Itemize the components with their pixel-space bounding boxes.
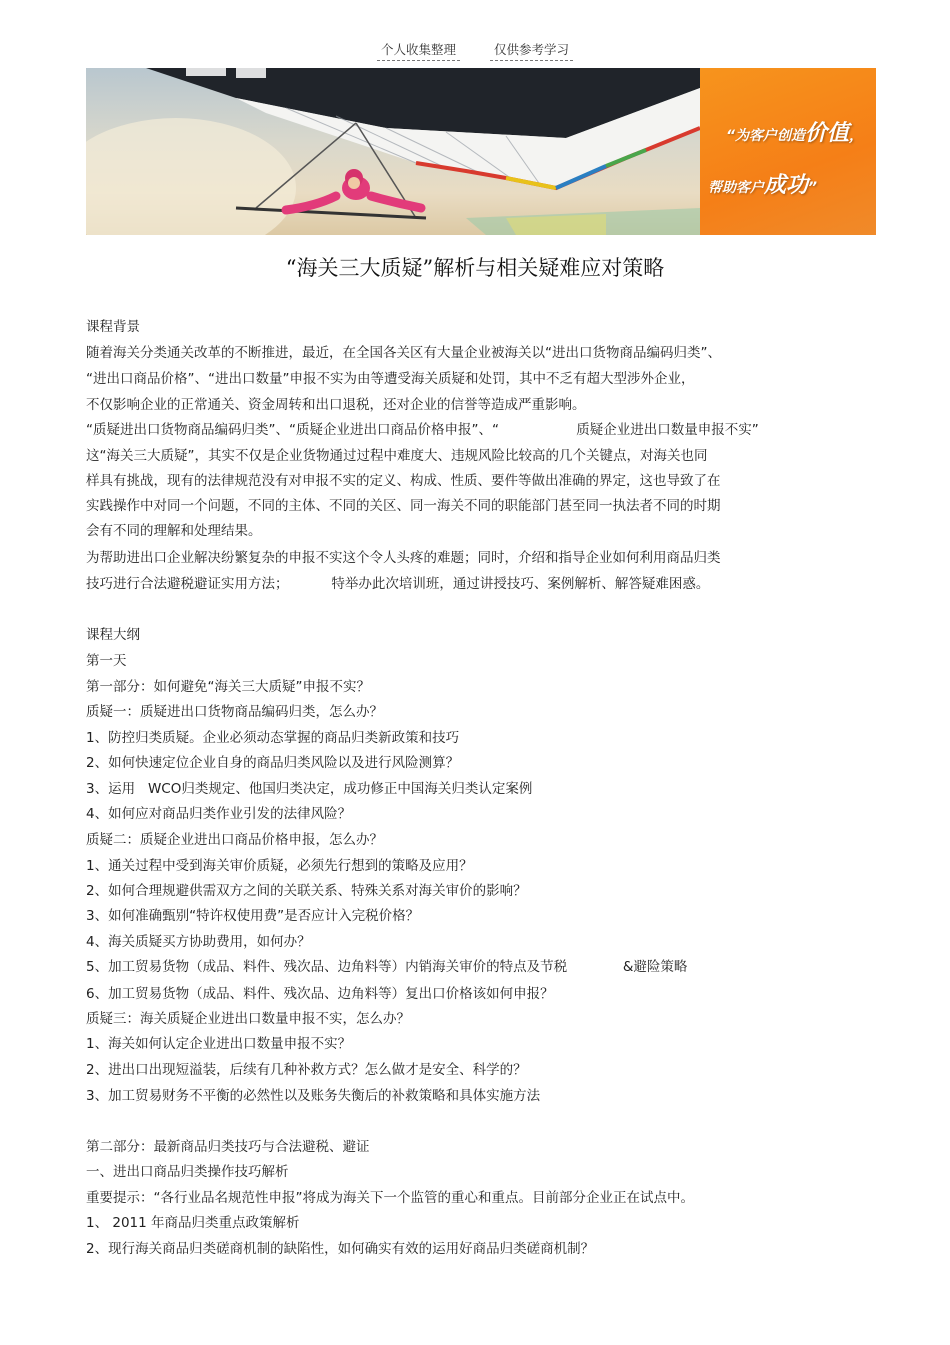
- paragraph-line: 不仅影响企业的正常通关、资金周转和出口退税，还对企业的信誉等造成严重影响。: [86, 397, 586, 413]
- list-item: 2、如何快速定位企业自身的商品归类风险以及进行风险测算？: [86, 755, 460, 771]
- list-item: 3、加工贸易财务不平衡的必然性以及账务失衡后的补救策略和具体实施方法: [86, 1088, 541, 1104]
- paragraph-line: 随着海关分类通关改革的不断推进，最近，在全国各关区有大量企业被海关以“进出口货物商品编码归类”、: [86, 345, 721, 361]
- paragraph-line: 实践操作中对同一个问题，不同的主体、不同的关区、同一海关不同的职能部门甚至同一执法者不同的时期: [86, 498, 721, 514]
- paragraph-line: 会有不同的理解和处理结果。: [86, 523, 262, 539]
- list-item: 3、如何准确甄别“特许权使用费”是否应计入完税价格？: [86, 908, 420, 924]
- question-heading: 质疑一：质疑进出口货物商品编码归类，怎么办？: [86, 704, 383, 720]
- banner-slogan: [700, 68, 876, 235]
- paragraph-line: “进出口商品价格”、“进出口数量”申报不实为由等遭受海关质疑和处罚，其中不乏有超大型涉外企业，: [86, 371, 695, 387]
- list-item: 1、通关过程中受到海关审价质疑，必须先行想到的策略及应用？: [86, 858, 473, 874]
- slogan-line-2: 帮助客户成功”: [708, 173, 818, 198]
- section-heading-background: 课程背景: [86, 319, 140, 335]
- list-item: 2、进出口出现短溢装，后续有几种补救方式？怎么做才是安全、科学的？: [86, 1062, 527, 1078]
- day-heading: 第一天: [86, 653, 127, 669]
- hang-glider-illustration: [86, 68, 700, 235]
- important-note: 重要提示：“各行业品名规范性申报”将成为海关下一个监管的重心和重点。目前部分企业正在试点中。: [86, 1190, 694, 1206]
- list-item: 4、海关质疑买方协助费用，如何办？: [86, 934, 311, 950]
- section-heading-outline: 课程大纲: [86, 627, 140, 643]
- part-heading: 第一部分：如何避免“海关三大质疑”申报不实？: [86, 679, 370, 695]
- list-item: 2、如何合理规避供需双方之间的关联关系、特殊关系对海关审价的影响？: [86, 883, 527, 899]
- paragraph-line: 技巧进行合法避税避证实用方法； 特举办此次培训班，通过讲授技巧、案例解析、解答疑难困惑。: [86, 576, 710, 592]
- header-note-left: 个人收集整理: [377, 40, 460, 61]
- part-heading: 第二部分：最新商品归类技巧与合法避税、避证: [86, 1139, 370, 1155]
- list-item: 2、现行海关商品归类磋商机制的缺陷性，如何确实有效的运用好商品归类磋商机制？: [86, 1241, 595, 1257]
- header-note-right: 仅供参考学习: [490, 40, 573, 61]
- document-title: “海关三大质疑”解析与相关疑难应对策略: [285, 256, 665, 280]
- hang-glider-photo: [86, 68, 700, 235]
- paragraph-line: 这“海关三大质疑”，其实不仅是企业货物通过过程中难度大、违规风险比较高的几个关键点，对海关也同: [86, 448, 708, 464]
- list-item: 3、运用 WCO归类规定、他国归类决定，成功修正中国海关归类认定案例: [86, 781, 533, 797]
- list-item: 1、防控归类质疑。企业必须动态掌握的商品归类新政策和技巧: [86, 730, 460, 746]
- paragraph-line: 样具有挑战，现有的法律规范没有对申报不实的定义、构成、性质、要件等做出准确的界定，这也导致了在: [86, 473, 721, 489]
- paragraph-line: 为帮助进出口企业解决纷繁复杂的申报不实这个令人头疼的难题；同时，介绍和指导企业如何利用商品归类: [86, 550, 721, 566]
- list-item: 1、 2011 年商品归类重点政策解析: [86, 1215, 300, 1231]
- list-item: 4、如何应对商品归类作业引发的法律风险？: [86, 806, 352, 822]
- list-item: 5、加工贸易货物（成品、料件、残次品、边角料等）内销海关审价的特点及节税 &避险策略: [86, 959, 688, 975]
- list-item: 1、海关如何认定企业进出口数量申报不实？: [86, 1036, 352, 1052]
- question-heading: 质疑二：质疑企业进出口商品价格申报，怎么办？: [86, 832, 383, 848]
- slogan-line-1: “为客户创造价值，: [726, 121, 864, 146]
- subsection-heading: 一、进出口商品归类操作技巧解析: [86, 1164, 289, 1180]
- paragraph-line: “质疑进出口货物商品编码归类”、“质疑企业进出口商品价格申报”、“ 质疑企业进出口数量申报不实”: [86, 422, 759, 438]
- header-note: [0, 40, 950, 61]
- list-item: 6、加工贸易货物（成品、料件、残次品、边角料等）复出口价格该如何申报？: [86, 986, 554, 1002]
- banner: [86, 68, 876, 235]
- question-heading: 质疑三：海关质疑企业进出口数量申报不实，怎么办？: [86, 1011, 410, 1027]
